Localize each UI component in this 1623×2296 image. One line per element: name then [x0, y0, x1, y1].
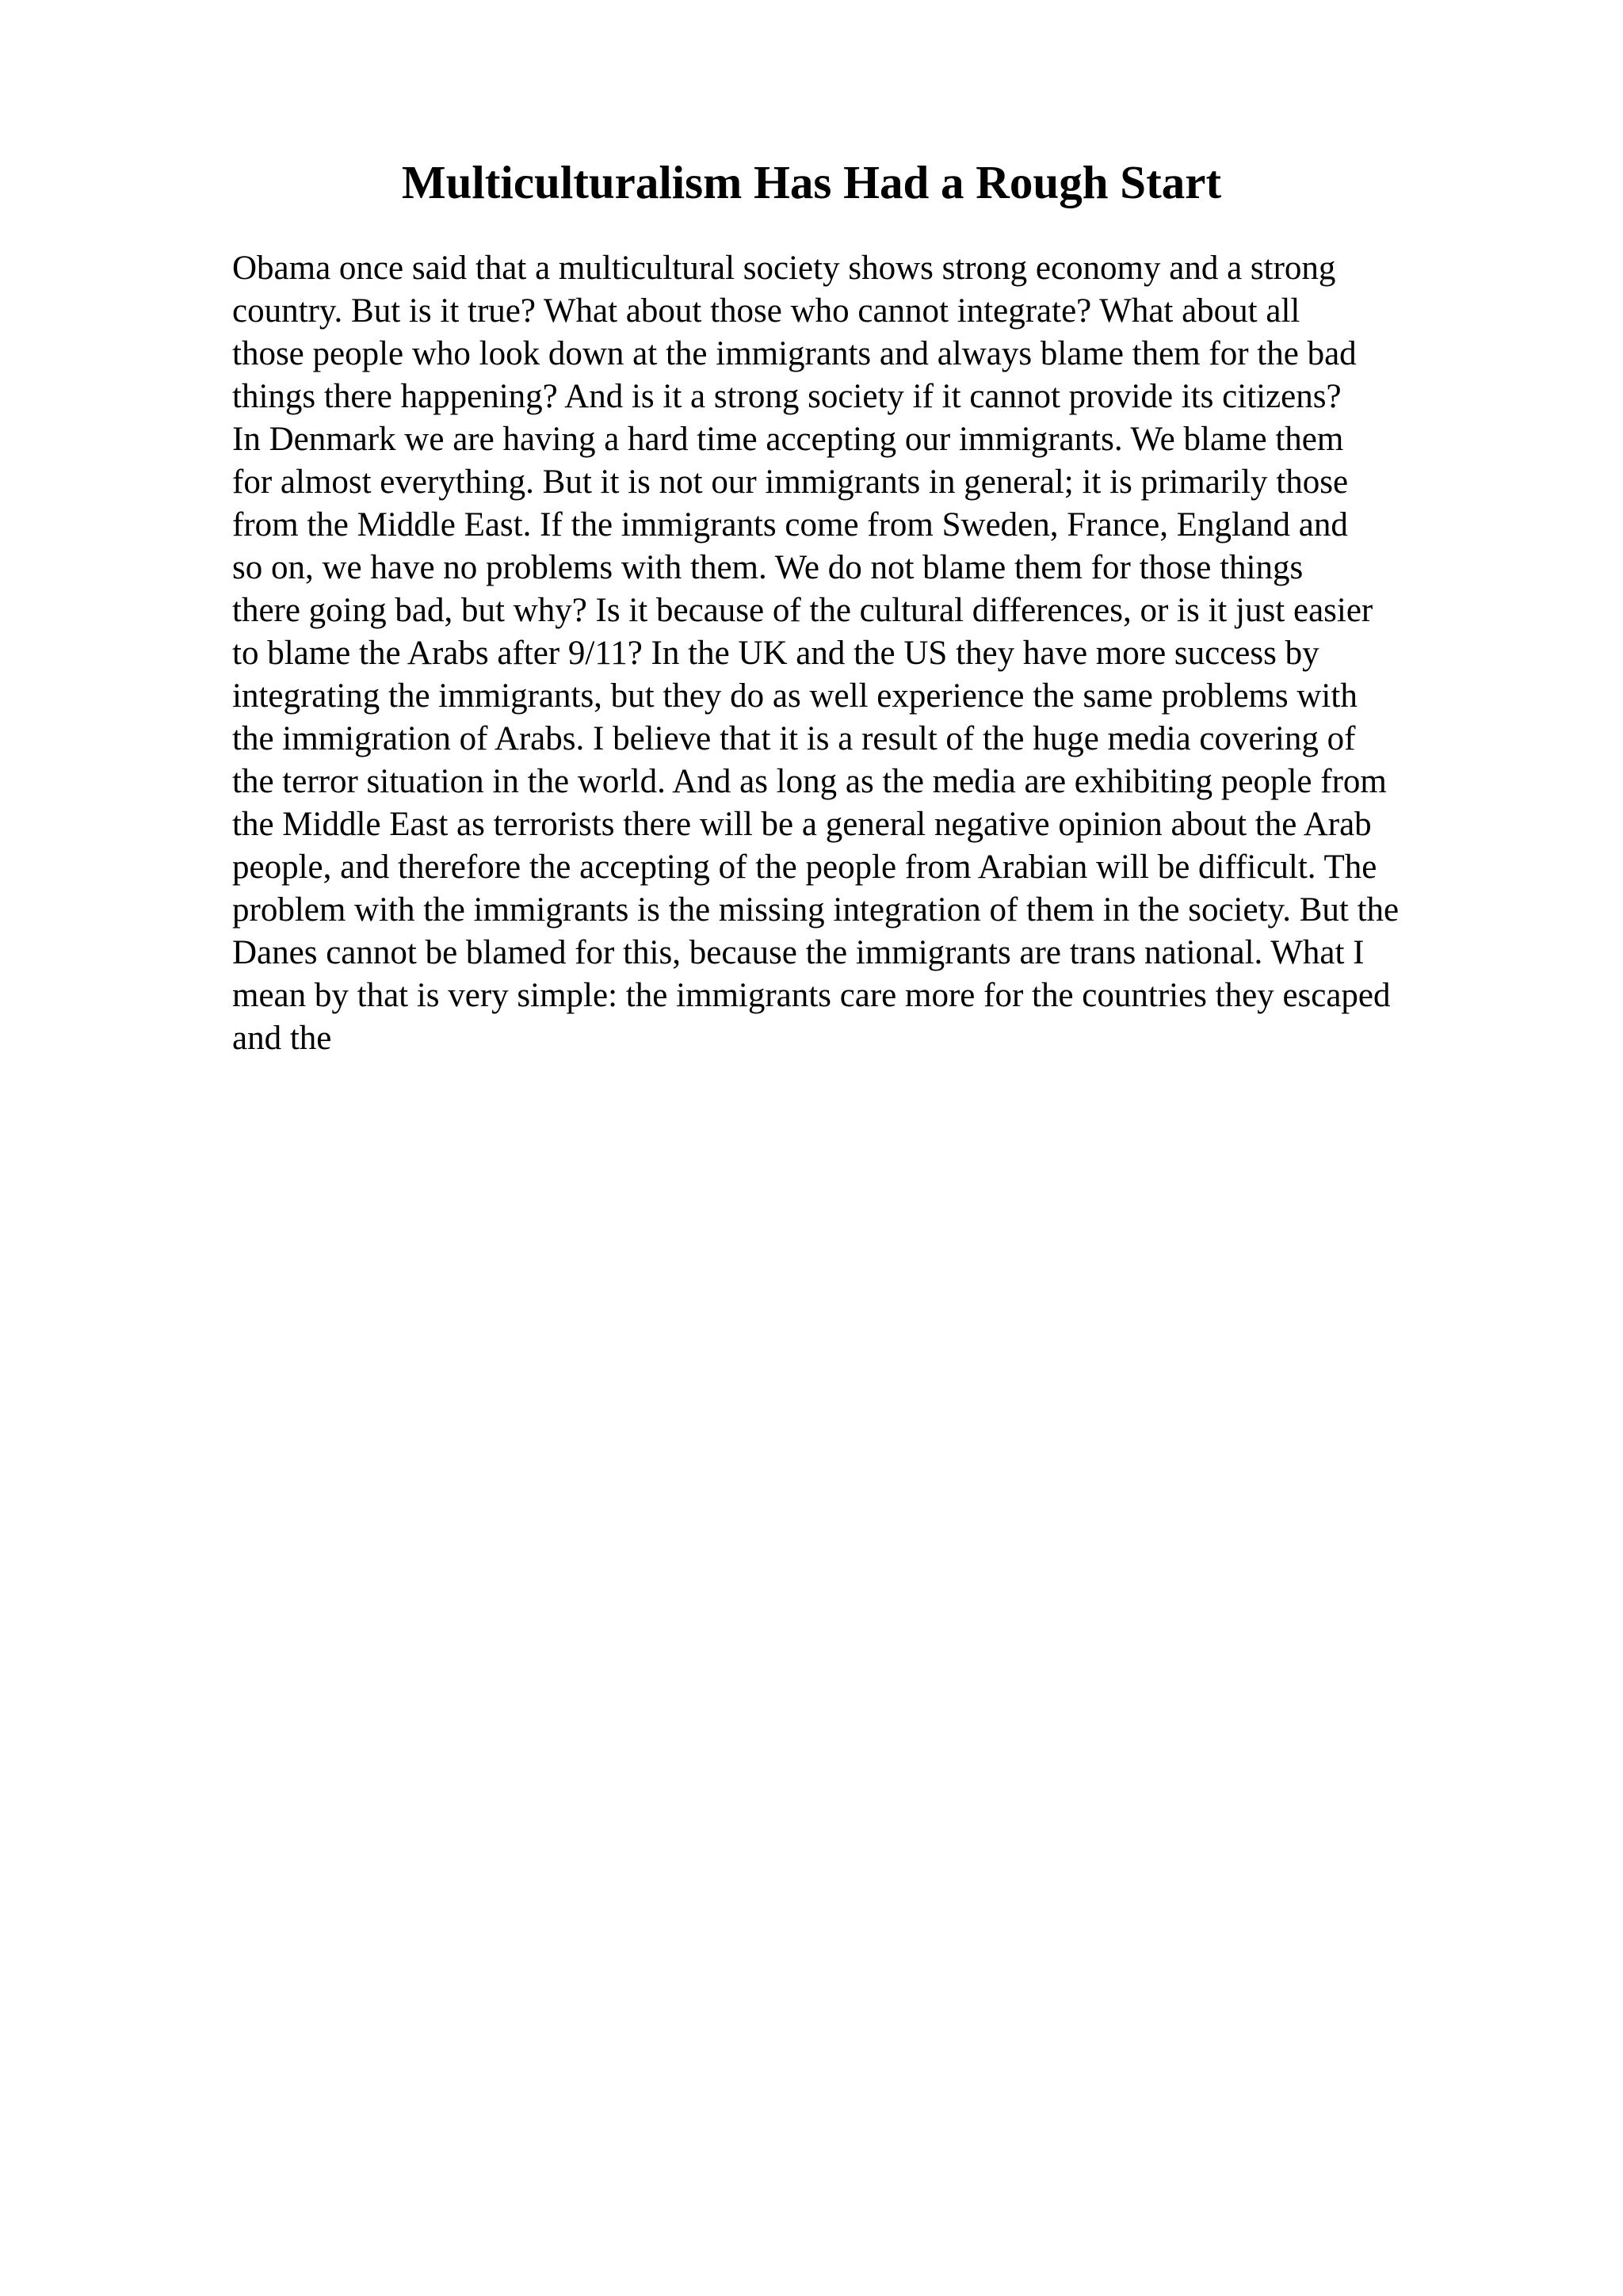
body-line: the terror situation in the world. And as long as the media are exhibiting people from [232, 763, 1387, 800]
body-line: In Denmark we are having a hard time accepting our immigrants. We blame them [232, 421, 1344, 458]
body-line: those people who look down at the immigrants and always blame them for the bad [232, 335, 1357, 372]
body-line: to blame the Arabs after 9/11? In the UK and the US they have more success by [232, 635, 1319, 672]
body-line: Obama once said that a multicultural society shows strong economy and a strong [232, 250, 1336, 287]
body-line: so on, we have no problems with them. We do not blame them for those things [232, 549, 1304, 586]
body-line: country. But is it true? What about those who cannot integrate? What about all [232, 292, 1300, 330]
document-body [232, 247, 1595, 1060]
body-line: Danes cannot be blamed for this, because the immigrants are trans national. What I [232, 934, 1365, 971]
body-line: there going bad, but why? Is it because of the cultural differences, or is it just easier [232, 592, 1373, 629]
body-line: the Middle East as terrorists there will be a general negative opinion about the Arab [232, 806, 1372, 843]
body-line: integrating the immigrants, but they do as well experience the same problems with [232, 677, 1358, 715]
body-line: problem with the immigrants is the missing integration of them in the society. But the [232, 891, 1400, 929]
body-line: the immigration of Arabs. I believe that it is a result of the huge media covering of [232, 720, 1356, 757]
body-line: for almost everything. But it is not our immigrants in general; it is primarily those [232, 463, 1349, 501]
body-line: and the [232, 1020, 332, 1057]
body-line: things there happening? And is it a strong society if it cannot provide its citizens? [232, 378, 1342, 415]
body-line: mean by that is very simple: the immigrants care more for the countries they escaped [232, 977, 1391, 1014]
body-line: from the Middle East. If the immigrants come from Sweden, France, England and [232, 506, 1348, 543]
document-title: Multiculturalism Has Had a Rough Start [401, 156, 1222, 208]
body-line: people, and therefore the accepting of the people from Arabian will be difficult. The [232, 849, 1377, 886]
